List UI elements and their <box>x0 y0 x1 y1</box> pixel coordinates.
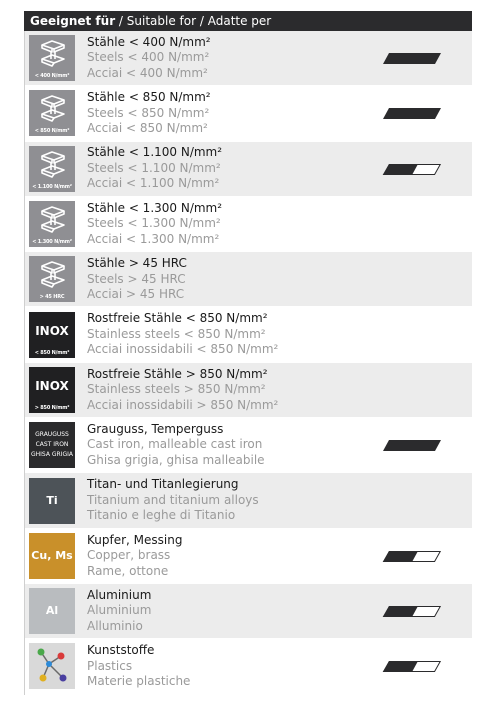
material-name-en: Steels < 850 N/mm² <box>87 105 210 120</box>
suitability-rating-bar <box>379 440 441 451</box>
material-name-de: Stähle < 400 N/mm² <box>87 34 211 49</box>
material-name-en: Copper, brass <box>87 548 171 563</box>
rating-fill <box>383 53 441 64</box>
material-name-it: Acciai > 45 HRC <box>87 287 185 302</box>
icon-caption: > 45 HRC <box>39 294 65 301</box>
icon-label-line: GRAUGUSS <box>35 431 69 439</box>
i-beam-icon <box>38 205 66 233</box>
inox-icon <box>29 312 75 358</box>
material-name-en: Aluminium <box>87 603 152 618</box>
material-name-de: Grauguss, Temperguss <box>87 421 224 436</box>
material-description <box>87 311 472 358</box>
i-beam-icon <box>38 39 66 67</box>
material-name-en: Steels < 400 N/mm² <box>87 50 210 65</box>
table-row <box>25 529 472 584</box>
header-de: Geeignet für <box>30 14 116 28</box>
i-beam-icon <box>38 94 66 122</box>
icon-caption: < 850 N/mm² <box>34 349 70 356</box>
copper-brass-icon <box>29 533 75 579</box>
steel-beam-icon <box>29 90 75 136</box>
material-name-de: Rostfreie Stähle > 850 N/mm² <box>87 366 268 381</box>
header-en: Suitable for <box>126 14 197 28</box>
icon-label: Cu, Ms <box>31 548 73 562</box>
icon-caption: < 1.300 N/mm² <box>32 239 72 246</box>
suitability-rating-bar <box>379 108 441 119</box>
material-name-it: Ghisa grigia, ghisa malleabile <box>87 452 265 467</box>
material-name-de: Stähle < 1.100 N/mm² <box>87 145 223 160</box>
header-it: Adatte per <box>207 14 272 28</box>
table-header <box>24 11 472 31</box>
inox-icon <box>29 367 75 413</box>
icon-caption: < 850 N/mm² <box>34 128 70 135</box>
material-name-de: Stähle > 45 HRC <box>87 256 187 271</box>
table-row <box>25 363 472 418</box>
table-row <box>25 418 472 473</box>
material-name-de: Aluminium <box>87 587 152 602</box>
material-name-it: Acciai inossidabili < 850 N/mm² <box>87 342 279 357</box>
material-name-de: Stähle < 1.300 N/mm² <box>87 200 223 215</box>
material-name-de: Rostfreie Stähle < 850 N/mm² <box>87 311 268 326</box>
material-name-it: Acciai < 850 N/mm² <box>87 121 208 136</box>
suitability-rating-bar <box>379 606 441 617</box>
material-description <box>87 256 472 303</box>
rating-fill <box>383 661 418 672</box>
molecule-icon <box>35 648 69 684</box>
material-name-en: Stainless steels > 850 N/mm² <box>87 382 266 397</box>
table-row <box>25 252 472 307</box>
table-row <box>25 307 472 362</box>
icon-label-line: CAST IRON <box>35 441 69 449</box>
material-name-en: Plastics <box>87 658 133 673</box>
header-sep: / <box>196 14 208 28</box>
material-description <box>87 477 472 524</box>
material-name-en: Cast iron, malleable cast iron <box>87 437 263 452</box>
material-name-de: Titan- und Titanlegierung <box>87 477 239 492</box>
steel-beam-icon <box>29 35 75 81</box>
icon-label-line: GHISA GRIGIA <box>31 451 73 459</box>
material-name-de: Kunststoffe <box>87 643 155 658</box>
header-sep: / <box>115 14 127 28</box>
suitability-rating-bar <box>379 53 441 64</box>
rating-fill <box>383 108 441 119</box>
cast-iron-icon <box>29 422 75 468</box>
material-name-en: Titanium and titanium alloys <box>87 492 259 507</box>
icon-label: Al <box>45 604 59 618</box>
material-name-it: Alluminio <box>87 618 143 633</box>
material-name-de: Kupfer, Messing <box>87 532 183 547</box>
icon-caption: < 400 N/mm² <box>34 73 70 80</box>
rating-fill <box>383 440 441 451</box>
suitability-rating-bar <box>379 164 441 175</box>
material-name-en: Steels < 1.300 N/mm² <box>87 216 221 231</box>
i-beam-icon <box>38 260 66 288</box>
material-name-en: Steels > 45 HRC <box>87 271 186 286</box>
material-name-en: Steels < 1.100 N/mm² <box>87 160 221 175</box>
titanium-icon <box>29 478 75 524</box>
material-name-it: Materie plastiche <box>87 674 191 689</box>
table-row <box>25 639 472 694</box>
material-rows <box>24 31 472 695</box>
plastics-icon <box>29 643 75 689</box>
suitability-rating-bar <box>379 551 441 562</box>
material-name-en: Stainless steels < 850 N/mm² <box>87 326 266 341</box>
table-row <box>25 86 472 141</box>
material-description <box>87 201 472 248</box>
suitability-rating-bar <box>379 661 441 672</box>
icon-caption: > 850 N/mm² <box>34 404 70 411</box>
material-name-it: Acciai < 1.100 N/mm² <box>87 176 220 191</box>
rating-fill <box>383 551 418 562</box>
icon-label: INOX <box>35 323 69 338</box>
table-row <box>25 31 472 86</box>
steel-beam-icon <box>29 146 75 192</box>
rating-fill <box>383 606 418 617</box>
icon-label-lines <box>29 430 75 460</box>
icon-caption: < 1.100 N/mm² <box>32 183 72 190</box>
icon-label: Ti <box>46 493 58 507</box>
table-row <box>25 197 472 252</box>
table-row <box>25 142 472 197</box>
material-name-de: Stähle < 850 N/mm² <box>87 90 211 105</box>
material-name-it: Rame, ottone <box>87 563 169 578</box>
material-name-it: Acciai < 1.300 N/mm² <box>87 231 220 246</box>
material-name-it: Acciai < 400 N/mm² <box>87 65 208 80</box>
material-name-it: Acciai inossidabili > 850 N/mm² <box>87 397 279 412</box>
table-row <box>25 584 472 639</box>
rating-fill <box>383 164 418 175</box>
material-description <box>87 367 472 414</box>
icon-label: INOX <box>35 378 69 393</box>
aluminium-icon <box>29 588 75 634</box>
table-row <box>25 473 472 528</box>
suitability-table <box>24 11 472 695</box>
steel-beam-icon <box>29 201 75 247</box>
material-name-it: Titanio e leghe di Titanio <box>87 508 236 523</box>
i-beam-icon <box>38 150 66 178</box>
steel-beam-icon <box>29 256 75 302</box>
